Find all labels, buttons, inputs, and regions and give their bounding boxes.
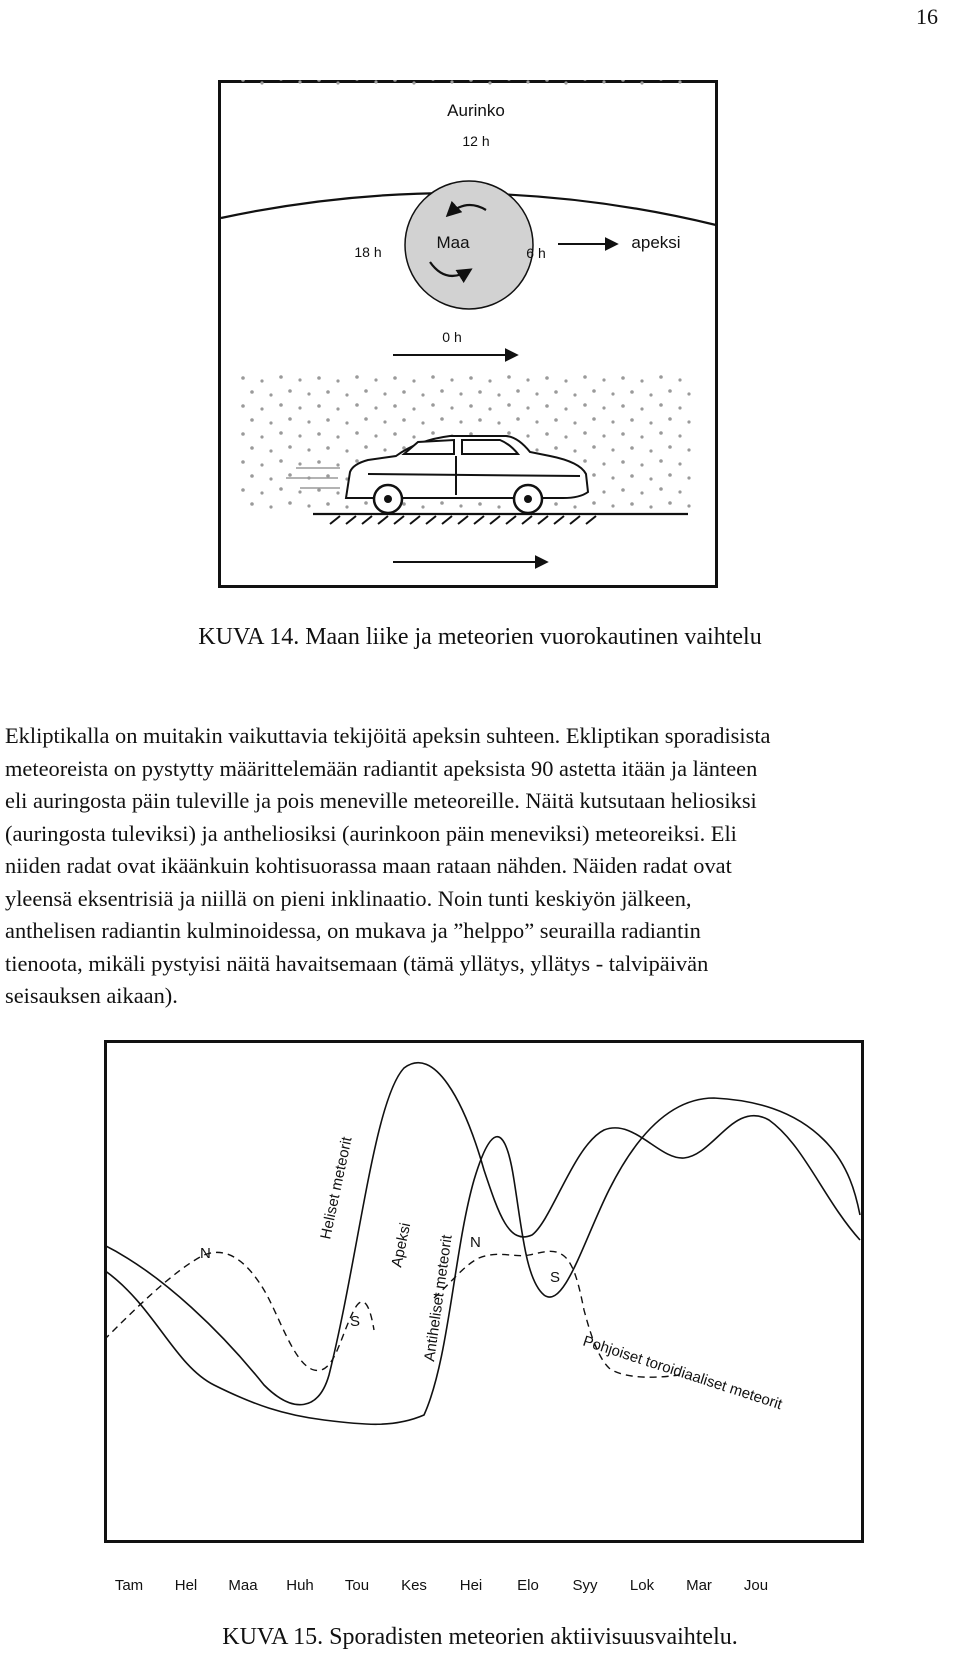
branch-label-s-left: S	[350, 1313, 361, 1330]
body-line: yleensä eksentrisiä ja niillä on pieni inklinaatio. Noin tunti keskiyön jälkeen,	[5, 885, 692, 911]
evening-label: 18 h	[354, 244, 382, 260]
body-line: tienoota, mikäli pystyisi näitä havaitsemaan (tämä yllätys, yllätys - talvipäivän	[5, 950, 709, 976]
body-line: meteoreista on pystytty määrittelemään radiantit apeksista 90 astetta itään ja länteen	[5, 755, 758, 781]
figure-14-caption: KUVA 14. Maan liike ja meteorien vuorokautinen vaihtelu	[198, 624, 762, 650]
figure-15-diagram	[104, 1040, 864, 1600]
body-line: eli auringosta päin tuleville ja pois meneville meteoreille. Näitä kutsutaan heliosiksi	[5, 788, 757, 813]
month-label: Hel	[174, 1577, 198, 1594]
month-label: Huh	[286, 1577, 314, 1594]
north-toroidal-curve-label: Pohjoiset toroidiaaliset meteorit	[580, 1332, 785, 1414]
month-label: Jou	[743, 1577, 769, 1594]
month-label: Lok	[629, 1577, 655, 1594]
body-line: seisauksen aikaan).	[5, 983, 178, 1008]
body-line: niiden radat ovat ikäänkuin kohtisuorassa maan rataan nähden. Näiden radat ovat	[5, 853, 732, 878]
month-axis	[115, 1577, 768, 1594]
month-label: Syy	[572, 1577, 598, 1594]
month-label: Kes	[401, 1577, 427, 1594]
sun-label: Aurinko	[447, 101, 505, 120]
figure-14-frame	[220, 82, 717, 587]
figure-15-caption: KUVA 15. Sporadisten meteorien aktiivisuusvaihtelu.	[222, 1624, 738, 1650]
branch-label-s-right: S	[550, 1269, 561, 1286]
month-label: Maa	[228, 1577, 258, 1594]
branch-label-n-left: N	[200, 1245, 211, 1262]
apex-label: apeksi	[631, 233, 681, 252]
body-line: (auringosta tuleviksi) ja antheliosiksi (aurinkoon päin meneviksi) meteoreiksi. Eli	[5, 820, 737, 846]
morning-label: 6 h	[526, 245, 546, 261]
antihelion-curve-label: Antiheliset meteorit	[421, 1233, 456, 1363]
month-label: Mar	[686, 1577, 712, 1594]
month-label: Tou	[344, 1577, 370, 1594]
body-paragraph	[5, 720, 955, 1013]
month-label: Hei	[459, 1577, 483, 1594]
apex-curve-label: Apeksi	[388, 1221, 415, 1269]
midnight-label: 0 h	[442, 329, 462, 345]
page-number: 16	[916, 4, 938, 29]
helion-curve-label: Heliset meteorit	[317, 1135, 356, 1241]
helion-curve	[104, 1063, 860, 1405]
noon-label: 12 h	[462, 133, 490, 149]
branch-label-n-right: N	[470, 1234, 481, 1251]
motion-lines	[286, 468, 340, 488]
road-hatching	[330, 516, 596, 524]
month-label: Elo	[517, 1577, 539, 1594]
antihelion-curve	[104, 1098, 860, 1424]
earth-label: Maa	[436, 233, 470, 252]
figure-14-diagram	[218, 80, 718, 588]
body-line: anthelisen radiantin kulminoidessa, on mukava ja ”helppo” seurailla radiantin	[5, 918, 701, 943]
month-label: Tam	[114, 1577, 144, 1594]
body-line: Ekliptikalla on muitakin vaikuttavia tekijöitä apeksin suhteen. Ekliptikan sporadisista	[5, 723, 771, 748]
